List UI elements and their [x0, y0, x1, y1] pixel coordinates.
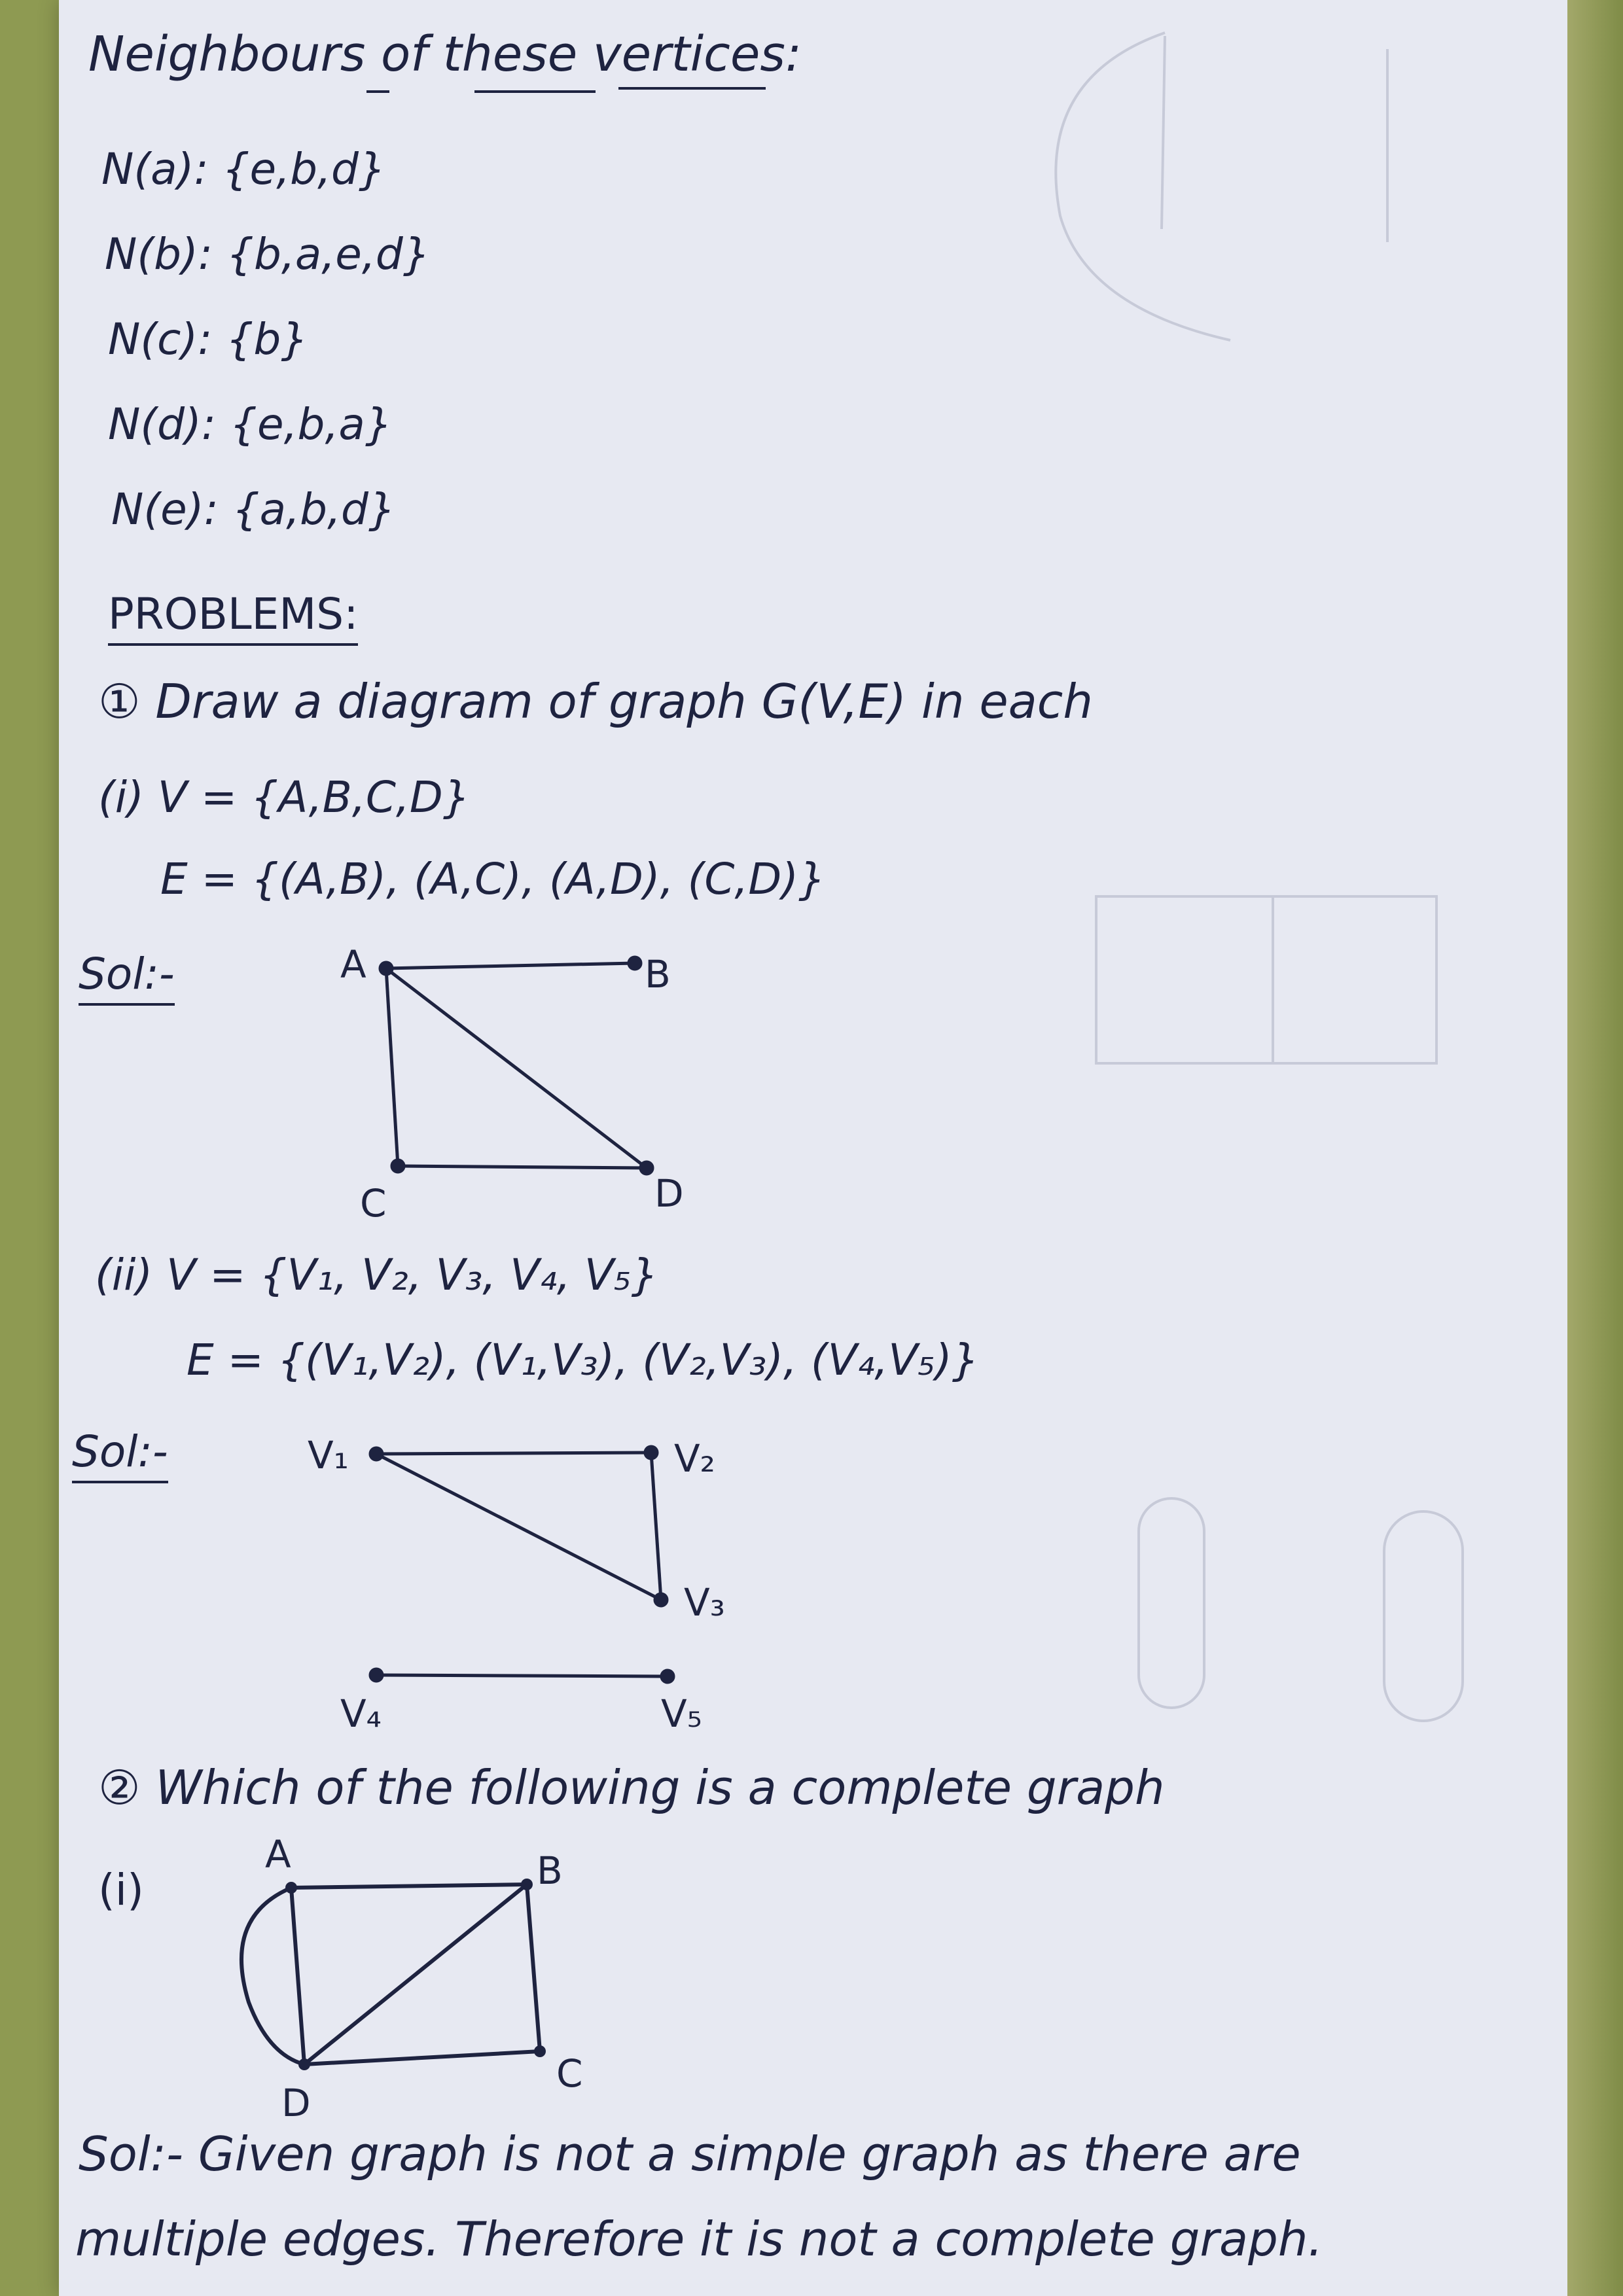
vertex-c — [392, 1160, 404, 1172]
problem1-part1-edges: E = {(A,B), (A,C), (A,D), (C,D)} — [160, 854, 826, 904]
edge-v1-v2 — [376, 1453, 651, 1454]
vertex-label-v2: V₂ — [674, 1436, 715, 1481]
neighbour-d: N(d): {e,b,a} — [108, 399, 393, 450]
edge-a-c — [386, 968, 398, 1166]
neighbour-b: N(b): {b,a,e,d} — [105, 229, 431, 279]
faint-line-1 — [1162, 36, 1165, 229]
vertex-b — [629, 957, 641, 969]
problem2-part1: (i) — [98, 1865, 144, 1915]
edge-a-b-2 — [291, 1884, 527, 1888]
vertex-label-v3: V₃ — [684, 1580, 725, 1625]
problem2-solution-line1: Sol:- Given graph is not a simple graph as there are — [79, 2127, 1301, 2181]
problem2-statement: ② Which of the following is a complete graph — [98, 1760, 1165, 1815]
p2-vertex-label-c: C — [556, 2051, 583, 2096]
problem1-part1-vertices: (i) V = {A,B,C,D} — [98, 772, 471, 822]
edge-b-d — [304, 1884, 527, 2064]
problem1-part1-sol: Sol:- — [79, 949, 175, 1006]
p2-vertex-label-b: B — [537, 1848, 563, 1893]
p2-vertex-label-d: D — [281, 2081, 311, 2125]
faint-curve — [1056, 33, 1230, 340]
vertex-d — [641, 1162, 652, 1174]
edge-c-d — [398, 1166, 647, 1168]
problem1-part2-sol: Sol:- — [72, 1426, 168, 1483]
graph-problem1-part2 — [370, 1447, 673, 1682]
edge-a-b — [386, 963, 635, 968]
graph-problem2-part1 — [241, 1884, 540, 2064]
p2-vertex-c — [534, 2045, 546, 2057]
vertex-v2 — [645, 1447, 657, 1458]
vertex-label-v5: V₅ — [661, 1691, 702, 1736]
p2-vertex-d — [298, 2058, 310, 2070]
problems-title: PROBLEMS: — [108, 589, 358, 646]
graph-problem1-part1 — [380, 957, 652, 1174]
edge-b-c — [527, 1884, 540, 2051]
neighbours-heading: Neighbours of these vertices: — [88, 26, 802, 82]
vertex-v5 — [662, 1670, 673, 1682]
neighbour-c: N(c): {b} — [108, 314, 309, 364]
edge-a-d-straight — [291, 1888, 304, 2064]
problem1-statement: ① Draw a diagram of graph G(V,E) in each — [98, 674, 1093, 729]
p2-vertex-b — [521, 1879, 533, 1890]
problem2-solution-line2: multiple edges. Therefore it is not a complete graph. — [75, 2212, 1323, 2267]
vertex-label-a: A — [340, 942, 366, 987]
vertex-v3 — [655, 1594, 667, 1606]
p2-vertex-label-a: A — [265, 1832, 291, 1877]
vertex-a — [380, 963, 392, 974]
edge-d-c — [304, 2051, 540, 2064]
vertex-label-v4: V₄ — [340, 1691, 382, 1736]
neighbour-a: N(a): {e,b,d} — [101, 144, 386, 194]
vertex-label-b: B — [645, 952, 671, 997]
edge-v4-v5 — [376, 1675, 668, 1676]
vertex-label-d: D — [654, 1171, 684, 1216]
problem1-part2-edges: E = {(V₁,V₂), (V₁,V₃), (V₂,V₃), (V₄,V₅)} — [187, 1335, 980, 1385]
show-through-marks — [1056, 33, 1463, 1721]
problem1-part2-vertices: (ii) V = {V₁, V₂, V₃, V₄, V₅} — [95, 1250, 659, 1300]
vertex-label-c: C — [360, 1181, 387, 1226]
edge-a-d — [386, 968, 647, 1168]
neighbour-e: N(e): {a,b,d} — [111, 484, 396, 535]
edge-v2-v3 — [651, 1453, 661, 1600]
vertex-v1 — [370, 1448, 382, 1460]
vertex-label-v1: V₁ — [308, 1433, 349, 1477]
vertex-v4 — [370, 1669, 382, 1681]
p2-vertex-a — [285, 1882, 297, 1894]
faint-oval-2 — [1384, 1511, 1463, 1721]
faint-oval-1 — [1139, 1498, 1204, 1708]
faint-rect — [1096, 896, 1436, 1063]
edge-v1-v3 — [376, 1454, 661, 1600]
